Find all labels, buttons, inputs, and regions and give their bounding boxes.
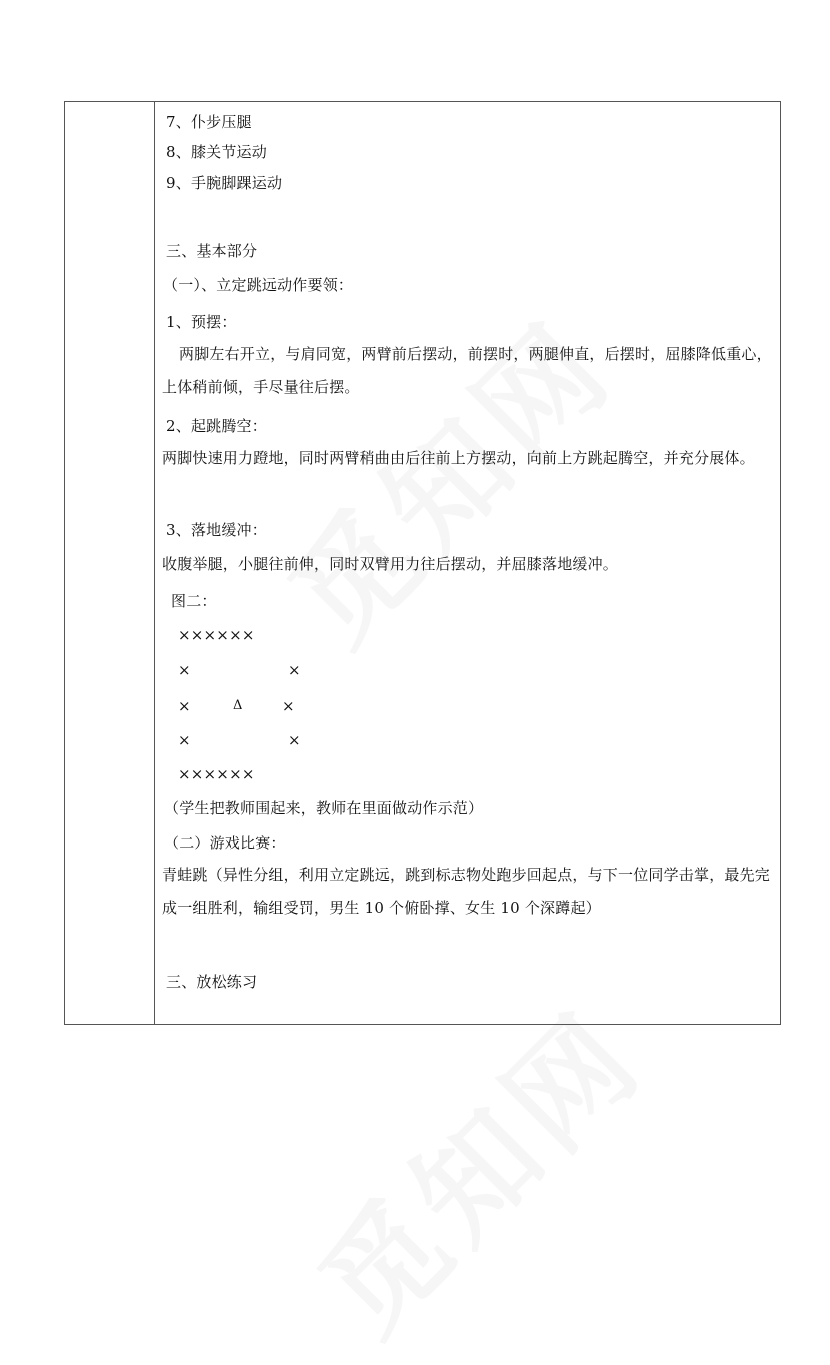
step-2-text: 两脚快速用力蹬地，同时两臂稍曲由后往前上方摆动，向前上方跳起腾空，并充分展体。 [162,449,755,467]
formation-cross: × [288,661,301,679]
teacher-position-marker: Δ [233,698,243,713]
formation-row-top: ×××××× [178,626,255,644]
subheading-game: （二）游戏比赛： [164,834,286,852]
warmup-item-8: 8、膝关节运动 [166,143,267,161]
section-heading-basic: 三、基本部分 [166,242,258,260]
step-1-text: 两脚左右开立，与肩同宽，两臂前后摆动，前摆时，两腿伸直，后摆时，屈膝降低重心，上体稍前倾，手尽量往后摆。 [162,345,772,396]
subheading-standing-jump: （一）、立定跳远动作要领： [163,276,354,294]
content-column [156,102,780,1024]
lesson-table [64,101,781,1025]
game-description: 青蛙跳（异性分组，利用立定跳远，跳到标志物处跑步回起点，与下一位同学击掌，最先完成一组胜利，输组受罚，男生 10 个俯卧撑、女生 10 个深蹲起） [162,866,771,917]
formation-caption: （学生把教师围起来，教师在里面做动作示范） [164,799,484,817]
step-3-heading: 3、落地缓冲： [166,521,267,539]
formation-cross: × [178,731,191,749]
left-column [65,102,155,1024]
warmup-item-9: 9、手腕脚踝运动 [166,174,283,192]
step-2-heading: 2、起跳腾空： [166,417,267,435]
step-1-heading: 1、预摆： [166,313,237,331]
step-3-text: 收腹举腿，小腿往前伸，同时双臂用力往后摆动，并屈膝落地缓冲。 [162,555,619,573]
formation-cross: × [178,661,191,679]
formation-cross: × [288,731,301,749]
formation-cross: × [282,697,295,715]
watermark-bottom [276,967,673,1364]
figure-label: 图二： [171,592,217,610]
warmup-item-7: 7、仆步压腿 [166,113,252,131]
section-heading-relax: 三、放松练习 [166,973,258,991]
formation-row-bottom: ×××××× [178,765,255,783]
formation-cross: × [178,697,191,715]
